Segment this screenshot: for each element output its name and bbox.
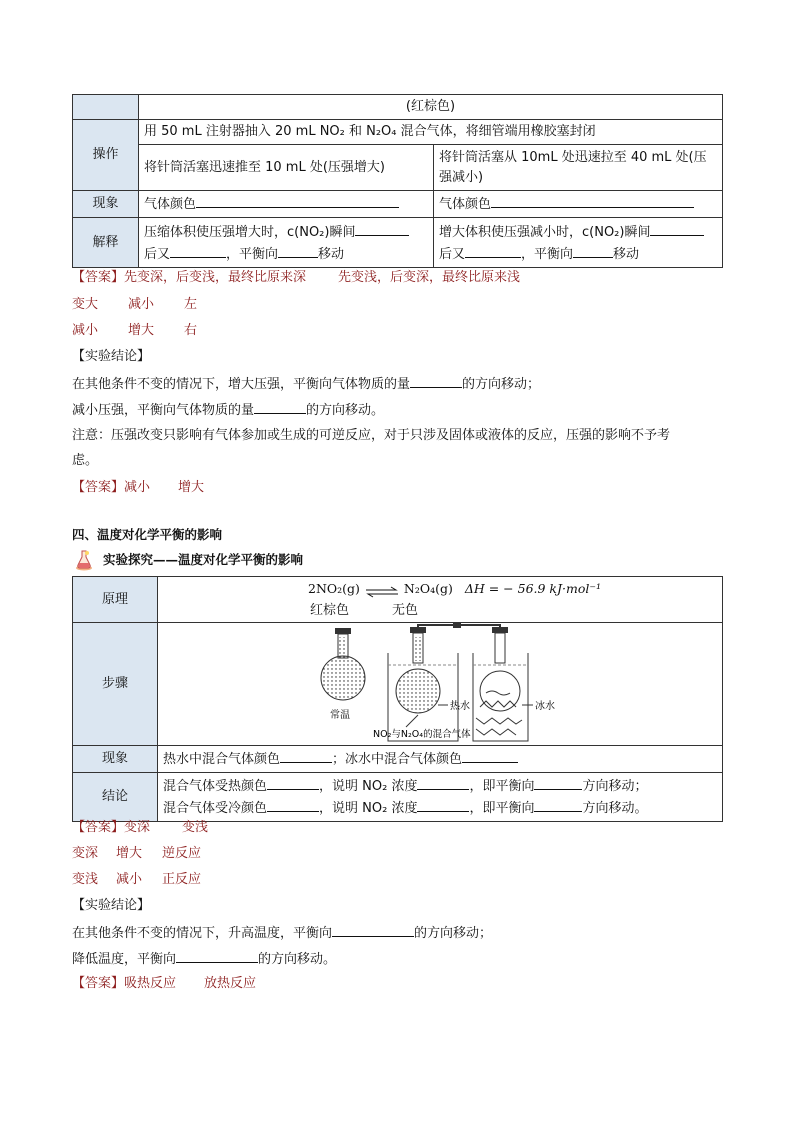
expl-compress-b: ，平衡向 <box>226 246 279 262</box>
answer2-row3-c1: 变浅 <box>72 872 99 887</box>
steps-cell <box>158 623 723 746</box>
explanation-label: 解释 <box>73 218 139 268</box>
answer-tag: 【答案】 <box>72 270 125 285</box>
operation-label: 操作 <box>73 120 139 191</box>
c-cold-c: ，即平衡向 <box>469 801 535 816</box>
equation-right: N₂O₄(g) <box>403 581 453 596</box>
flask-room-temp-icon <box>321 628 365 700</box>
conclusion2-answer-2: 放热反应 <box>204 976 257 991</box>
expl-expand-b: ，平衡向 <box>521 246 574 262</box>
blank <box>465 243 521 258</box>
c2-line2-b: 的方向移动。 <box>258 952 337 967</box>
equation-left: 2NO₂(g) <box>308 581 360 596</box>
c1-line1-a: 在其他条件不变的情况下，增大压强，平衡向气体物质的量 <box>72 377 411 392</box>
color-left: 红棕色 <box>310 603 350 618</box>
conclusion1-answer-2: 增大 <box>178 480 205 495</box>
phen-hot: 热水中混合气体颜色 <box>163 752 281 767</box>
table1-corner <box>73 95 139 120</box>
phenomenon-compress <box>139 191 434 218</box>
blank <box>267 797 319 812</box>
blank <box>355 221 409 236</box>
answer1-row2-c3: 左 <box>184 297 198 312</box>
conclusion-label: 结论 <box>73 773 158 822</box>
equation <box>308 579 601 599</box>
beaker-hot-water-icon <box>388 627 458 741</box>
c-cold-d: 方向移动。 <box>582 801 648 816</box>
phen-ice: ；冰水中混合气体颜色 <box>332 752 463 767</box>
c2-line2-a: 降低温度，平衡向 <box>72 952 177 967</box>
principle-cell <box>158 577 723 623</box>
answer2-row3-c2: 减小 <box>116 872 143 887</box>
blank <box>650 221 704 236</box>
answer2-row3-c3: 正反应 <box>162 872 202 887</box>
conclusion1-line2 <box>72 399 384 421</box>
blank <box>278 243 318 258</box>
answer1-row3-c2: 增大 <box>128 323 155 338</box>
enthalpy: ΔH = − 56.9 kJ·mol⁻¹ <box>464 581 601 596</box>
conclusion1-note-end: 虑。 <box>72 453 99 468</box>
blank <box>573 243 613 258</box>
phenomenon-cell <box>158 746 723 773</box>
phenomenon-label-2: 现象 <box>73 746 158 773</box>
principle-label: 原理 <box>73 577 158 623</box>
c1-line1-b: 的方向移动； <box>462 377 541 392</box>
c2-line1-b: 的方向移动； <box>414 926 493 941</box>
answer1-row2-c2: 减小 <box>128 297 155 312</box>
conclusion1-heading: 【实验结论】 <box>72 349 151 364</box>
answer-tag: 【答案】 <box>72 480 125 495</box>
pressure-experiment-table <box>72 94 723 268</box>
phenomenon-expand <box>434 191 723 218</box>
blank <box>254 399 306 414</box>
label-gas-mixture: NO₂与N₂O₄的混合气体 <box>373 729 471 740</box>
answer-tag: 【答案】 <box>72 976 125 991</box>
phenomenon-expand-text: 气体颜色 <box>439 197 492 212</box>
operation-expand: 将针筒活塞从 10mL 处迅速拉至 40 mL 处(压强减小) <box>434 145 723 191</box>
expl-compress-c: 移动 <box>318 246 345 262</box>
conclusion2-heading: 【实验结论】 <box>72 898 151 913</box>
apparatus-figure <box>158 623 723 746</box>
blank <box>491 193 694 208</box>
label-room-temp: 常温 <box>330 710 350 721</box>
answer2-b: 变浅 <box>182 820 209 835</box>
blank <box>170 243 226 258</box>
conclusion2-line1 <box>72 922 492 944</box>
answer2-line2 <box>72 844 201 864</box>
answer2-row2-c1: 变深 <box>72 846 99 861</box>
answer1-line3 <box>72 321 197 341</box>
blank <box>417 775 469 790</box>
conclusion2-answer <box>72 974 256 994</box>
answer1-row3-c1: 减小 <box>72 323 99 338</box>
answer1-line2 <box>72 295 197 315</box>
operation-main: 用 50 mL 注射器抽入 20 mL NO₂ 和 N₂O₄ 混合气体，将细管端用橡胶塞封闭 <box>139 120 723 145</box>
conclusion1-note: 注意：压强改变只影响有气体参加或生成的可逆反应，对于只涉及固体或液体的反应，压强的影响不予考 <box>72 428 671 443</box>
section4-subtitle: 实验探究——温度对化学平衡的影响 <box>103 552 304 567</box>
c1-line2-a: 减小压强，平衡向气体物质的量 <box>72 403 255 418</box>
blank <box>462 748 518 763</box>
conclusion2-answer-1: 吸热反应 <box>124 976 177 991</box>
answer1-line1 <box>72 268 520 288</box>
phenomenon-label: 现象 <box>73 191 139 218</box>
answer1-b: 先变浅，后变深，最终比原来浅 <box>338 270 521 285</box>
c-heat-a: 混合气体受热颜色 <box>163 779 268 794</box>
table1-top-row: (红棕色) <box>139 95 723 120</box>
answer2-row2-c2: 增大 <box>116 846 143 861</box>
blank <box>410 373 462 388</box>
equilibrium-arrow-icon <box>364 584 400 596</box>
temperature-experiment-table <box>72 576 723 822</box>
blank <box>176 948 258 963</box>
phenomenon-compress-text: 气体颜色 <box>144 197 197 212</box>
c-heat-c: ，即平衡向 <box>469 779 535 794</box>
answer1-row2-c1: 变大 <box>72 297 99 312</box>
label-hot-water: 热水 <box>450 701 470 712</box>
conclusion2-line2 <box>72 948 336 970</box>
blank <box>196 193 399 208</box>
operation-compress: 将针筒活塞迅速推至 10 mL 处(压强增大) <box>139 145 434 191</box>
expl-expand-c: 移动 <box>613 246 640 262</box>
conclusion1-answer <box>72 478 204 498</box>
c1-line2-b: 的方向移动。 <box>306 403 385 418</box>
answer1-a: 先变深，后变浅，最终比原来深 <box>124 270 307 285</box>
c-cold-b: ，说明 NO₂ 浓度 <box>319 801 418 816</box>
explanation-expand <box>434 218 723 268</box>
blank <box>534 775 582 790</box>
expl-expand-a: 后又 <box>439 246 466 262</box>
label-ice-water: 冰水 <box>535 701 555 712</box>
expl-expand-line1: 增大体积使压强减小时，c(NO₂)瞬间 <box>439 224 651 240</box>
blank <box>280 748 332 763</box>
expl-compress-line1: 压缩体积使压强增大时，c(NO₂)瞬间 <box>144 224 356 240</box>
expl-compress-a: 后又 <box>144 246 171 262</box>
conclusion1-line1 <box>72 373 540 395</box>
answer1-row3-c3: 右 <box>184 323 198 338</box>
answer-tag: 【答案】 <box>72 820 125 835</box>
explanation-compress <box>139 218 434 268</box>
conclusion-cell <box>158 773 723 822</box>
color-right: 无色 <box>392 603 419 618</box>
blank <box>332 922 414 937</box>
blank <box>417 797 469 812</box>
answer2-a: 变深 <box>124 820 151 835</box>
c-heat-b: ，说明 NO₂ 浓度 <box>319 779 418 794</box>
steps-label: 步骤 <box>73 623 158 746</box>
section4-title: 四、温度对化学平衡的影响 <box>72 527 223 542</box>
answer2-line1 <box>72 818 208 838</box>
blank <box>267 775 319 790</box>
c-cold-a: 混合气体受冷颜色 <box>163 801 268 816</box>
answer2-row2-c3: 逆反应 <box>162 846 202 861</box>
c-heat-d: 方向移动； <box>582 779 648 794</box>
conclusion1-answer-1: 减小 <box>124 480 151 495</box>
flask-icon <box>74 549 94 571</box>
beaker-ice-water-icon <box>473 627 528 741</box>
c2-line1-a: 在其他条件不变的情况下，升高温度，平衡向 <box>72 926 333 941</box>
answer2-line3 <box>72 870 201 890</box>
blank <box>534 797 582 812</box>
